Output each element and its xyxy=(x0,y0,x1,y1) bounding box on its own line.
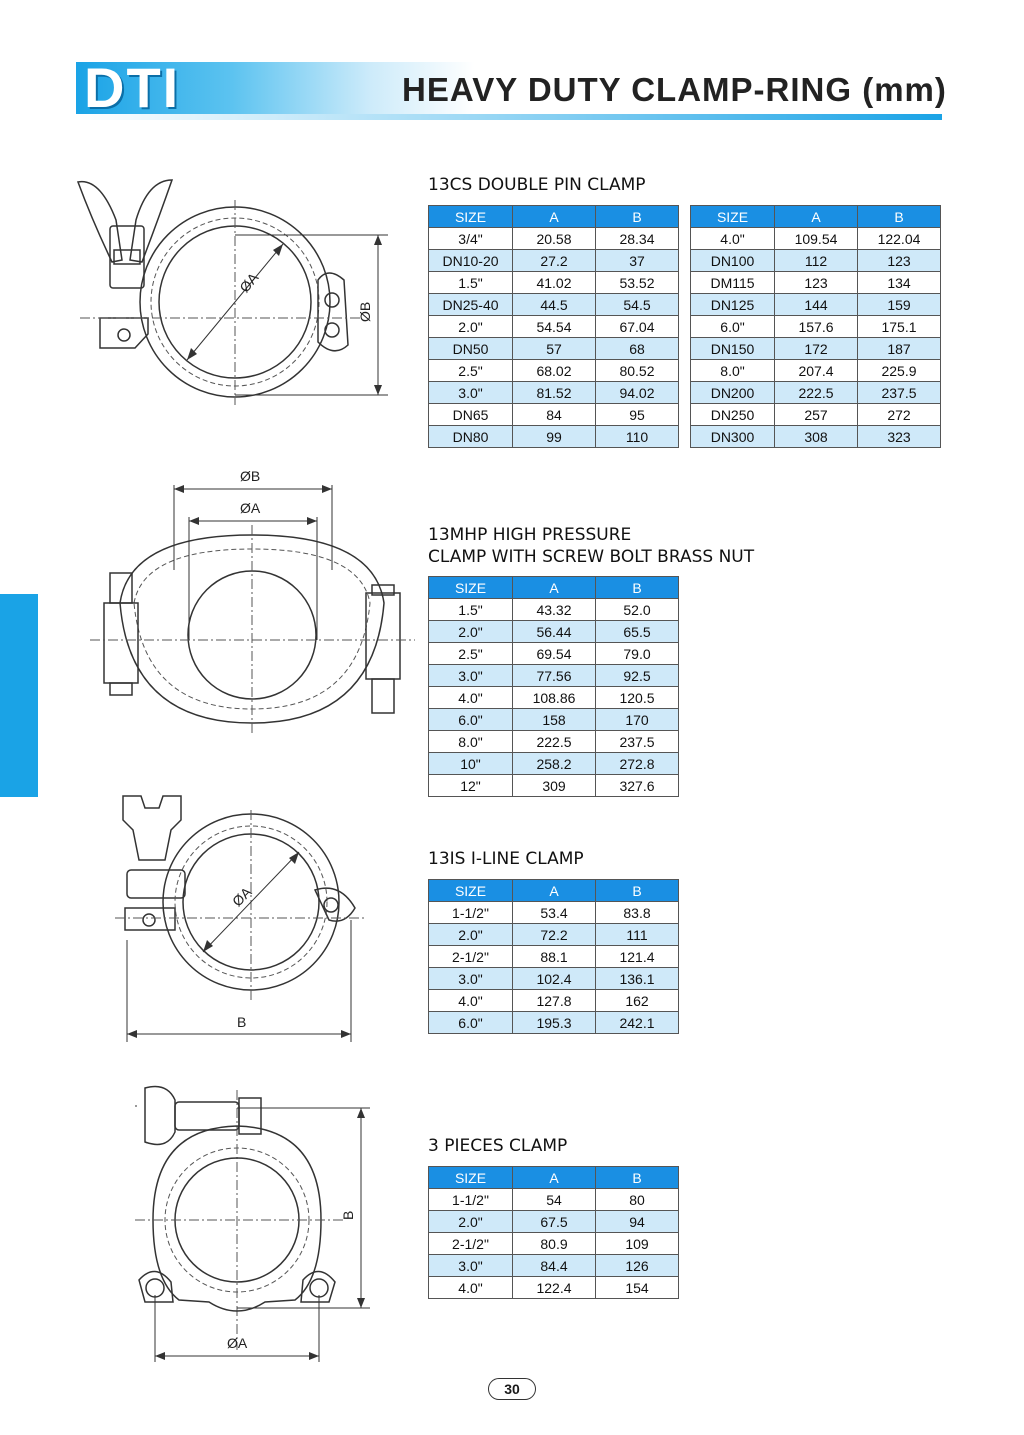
cell-a: 257 xyxy=(775,404,858,426)
i-line-clamp-drawing xyxy=(115,790,375,1050)
table-row xyxy=(429,316,679,338)
cell-b: 159 xyxy=(858,294,941,316)
header-underline xyxy=(76,114,942,120)
cell-size: 8.0" xyxy=(691,360,775,382)
table-row xyxy=(429,272,679,294)
cell-size: 2.0" xyxy=(429,924,513,946)
cell-size: 1-1/2" xyxy=(429,902,513,924)
cell-a: 27.2 xyxy=(513,250,596,272)
dim-label-a: ØA xyxy=(240,500,261,516)
cell-a: 122.4 xyxy=(513,1277,596,1299)
table-row xyxy=(429,599,679,621)
cell-b: 187 xyxy=(858,338,941,360)
table-row xyxy=(691,338,941,360)
table-row xyxy=(429,775,679,797)
table-row xyxy=(691,382,941,404)
cell-size: 1.5" xyxy=(429,272,513,294)
cell-a: 127.8 xyxy=(513,990,596,1012)
col-header-a: A xyxy=(513,577,596,599)
table-row xyxy=(429,1189,679,1211)
three-pieces-table xyxy=(428,1166,679,1299)
cell-size: 2.5" xyxy=(429,360,513,382)
knob-icon xyxy=(145,1087,175,1145)
cell-a: 308 xyxy=(775,426,858,448)
col-header-size: SIZE xyxy=(429,1167,513,1189)
cell-b: 79.0 xyxy=(596,643,679,665)
cell-b: 37 xyxy=(596,250,679,272)
cell-b: 65.5 xyxy=(596,621,679,643)
dim-label-b: ØB xyxy=(240,468,261,484)
col-header-size: SIZE xyxy=(691,206,775,228)
cell-a: 309 xyxy=(513,775,596,797)
cell-b: 123 xyxy=(858,250,941,272)
cell-b: 95 xyxy=(596,404,679,426)
cell-size: 8.0" xyxy=(429,731,513,753)
table-row xyxy=(429,687,679,709)
cell-size: 3/4" xyxy=(429,228,513,250)
cell-size: DN200 xyxy=(691,382,775,404)
cell-size: 2.0" xyxy=(429,1211,513,1233)
cell-b: 136.1 xyxy=(596,968,679,990)
cell-a: 43.32 xyxy=(513,599,596,621)
table-row xyxy=(691,294,941,316)
section-title-three-pieces: 3 PIECES CLAMP xyxy=(428,1136,568,1156)
table-row xyxy=(429,382,679,404)
cell-size: 1-1/2" xyxy=(429,1189,513,1211)
cell-a: 112 xyxy=(775,250,858,272)
cell-size: DN25-40 xyxy=(429,294,513,316)
cell-size: 12" xyxy=(429,775,513,797)
cell-a: 80.9 xyxy=(513,1233,596,1255)
cell-size: 3.0" xyxy=(429,665,513,687)
cell-a: 44.5 xyxy=(513,294,596,316)
cell-size: 3.0" xyxy=(429,1255,513,1277)
cell-size: 2-1/2" xyxy=(429,946,513,968)
table-row xyxy=(429,924,679,946)
cell-size: DN65 xyxy=(429,404,513,426)
cell-a: 57 xyxy=(513,338,596,360)
table-row xyxy=(429,1233,679,1255)
cell-b: 54.5 xyxy=(596,294,679,316)
cell-a: 56.44 xyxy=(513,621,596,643)
cell-size: DN80 xyxy=(429,426,513,448)
cell-a: 77.56 xyxy=(513,665,596,687)
double-pin-table-right xyxy=(690,205,941,448)
cell-a: 81.52 xyxy=(513,382,596,404)
table-row xyxy=(691,228,941,250)
col-header-a: A xyxy=(775,206,858,228)
cell-b: 120.5 xyxy=(596,687,679,709)
table-row xyxy=(429,709,679,731)
cell-b: 272 xyxy=(858,404,941,426)
cell-b: 109 xyxy=(596,1233,679,1255)
table-row xyxy=(429,731,679,753)
dim-label-b: B xyxy=(340,1210,356,1220)
table-row xyxy=(429,990,679,1012)
cell-b: 154 xyxy=(596,1277,679,1299)
cell-a: 72.2 xyxy=(513,924,596,946)
cell-b: 126 xyxy=(596,1255,679,1277)
col-header-a: A xyxy=(513,206,596,228)
section-title-high-pressure-1: 13MHP HIGH PRESSURE xyxy=(428,525,632,545)
table-row xyxy=(429,621,679,643)
cell-a: 222.5 xyxy=(775,382,858,404)
cell-b: 121.4 xyxy=(596,946,679,968)
table-row xyxy=(691,360,941,382)
high-pressure-clamp-drawing xyxy=(90,465,420,745)
cell-b: 68 xyxy=(596,338,679,360)
dim-label-b: B xyxy=(237,1014,247,1030)
cell-size: DN150 xyxy=(691,338,775,360)
table-row xyxy=(429,643,679,665)
cell-b: 327.6 xyxy=(596,775,679,797)
table-row xyxy=(429,250,679,272)
side-tab-marker xyxy=(0,594,38,797)
cell-b: 80.52 xyxy=(596,360,679,382)
cell-size: 4.0" xyxy=(429,990,513,1012)
cell-b: 80 xyxy=(596,1189,679,1211)
dim-label-b: ØB xyxy=(357,301,373,322)
cell-a: 222.5 xyxy=(513,731,596,753)
cell-size: 3.0" xyxy=(429,382,513,404)
cell-size: 6.0" xyxy=(429,1012,513,1034)
cell-b: 175.1 xyxy=(858,316,941,338)
i-line-table xyxy=(428,879,679,1034)
cell-b: 323 xyxy=(858,426,941,448)
cell-size: DN50 xyxy=(429,338,513,360)
cell-a: 123 xyxy=(775,272,858,294)
table-row xyxy=(429,968,679,990)
table-row xyxy=(429,294,679,316)
brand-logo: DTI xyxy=(84,56,181,119)
cell-size: 4.0" xyxy=(429,687,513,709)
cell-a: 108.86 xyxy=(513,687,596,709)
table-row xyxy=(429,338,679,360)
cell-b: 92.5 xyxy=(596,665,679,687)
cell-a: 88.1 xyxy=(513,946,596,968)
cell-a: 68.02 xyxy=(513,360,596,382)
cell-b: 110 xyxy=(596,426,679,448)
table-row xyxy=(691,404,941,426)
cell-a: 172 xyxy=(775,338,858,360)
table-row xyxy=(429,360,679,382)
cell-a: 144 xyxy=(775,294,858,316)
table-row xyxy=(691,426,941,448)
wing-nut-icon xyxy=(123,796,181,860)
cell-a: 158 xyxy=(513,709,596,731)
cell-size: 10" xyxy=(429,753,513,775)
cell-size: 3.0" xyxy=(429,968,513,990)
col-header-size: SIZE xyxy=(429,880,513,902)
cell-size: DN300 xyxy=(691,426,775,448)
cell-size: 1.5" xyxy=(429,599,513,621)
section-title-double-pin: 13CS DOUBLE PIN CLAMP xyxy=(428,175,646,195)
dim-label-a: ØA xyxy=(228,883,255,910)
cell-size: 2-1/2" xyxy=(429,1233,513,1255)
cell-b: 67.04 xyxy=(596,316,679,338)
cell-b: 28.34 xyxy=(596,228,679,250)
table-row xyxy=(429,902,679,924)
cell-b: 272.8 xyxy=(596,753,679,775)
cell-size: DN250 xyxy=(691,404,775,426)
dim-label-a: ØA xyxy=(236,269,262,296)
cell-a: 157.6 xyxy=(775,316,858,338)
cell-a: 69.54 xyxy=(513,643,596,665)
table-row xyxy=(429,1277,679,1299)
section-title-i-line: 13IS I-LINE CLAMP xyxy=(428,849,584,869)
page-title: HEAVY DUTY CLAMP-RING (mm) xyxy=(402,71,947,108)
section-title-high-pressure-2: CLAMP WITH SCREW BOLT BRASS NUT xyxy=(428,547,755,567)
table-row xyxy=(429,404,679,426)
col-header-size: SIZE xyxy=(429,577,513,599)
table-row xyxy=(429,1211,679,1233)
cell-a: 102.4 xyxy=(513,968,596,990)
three-pieces-clamp-drawing xyxy=(125,1080,385,1370)
double-pin-clamp-drawing xyxy=(60,170,400,410)
cell-size: DM115 xyxy=(691,272,775,294)
col-header-b: B xyxy=(596,1167,679,1189)
table-row xyxy=(691,250,941,272)
cell-a: 207.4 xyxy=(775,360,858,382)
cell-a: 258.2 xyxy=(513,753,596,775)
table-row xyxy=(429,228,679,250)
cell-a: 84.4 xyxy=(513,1255,596,1277)
cell-b: 134 xyxy=(858,272,941,294)
page-number: 30 xyxy=(488,1378,536,1400)
cell-b: 237.5 xyxy=(596,731,679,753)
col-header-b: B xyxy=(858,206,941,228)
cell-b: 162 xyxy=(596,990,679,1012)
table-row xyxy=(429,1012,679,1034)
col-header-b: B xyxy=(596,577,679,599)
cell-size: DN10-20 xyxy=(429,250,513,272)
dim-label-a: ØA xyxy=(227,1335,248,1351)
cell-b: 225.9 xyxy=(858,360,941,382)
cell-b: 94 xyxy=(596,1211,679,1233)
cell-a: 20.58 xyxy=(513,228,596,250)
cell-b: 122.04 xyxy=(858,228,941,250)
cell-b: 94.02 xyxy=(596,382,679,404)
cell-a: 195.3 xyxy=(513,1012,596,1034)
cell-a: 109.54 xyxy=(775,228,858,250)
cell-a: 84 xyxy=(513,404,596,426)
cell-b: 53.52 xyxy=(596,272,679,294)
cell-size: 2.0" xyxy=(429,316,513,338)
cell-size: 4.0" xyxy=(691,228,775,250)
cell-a: 54 xyxy=(513,1189,596,1211)
col-header-a: A xyxy=(513,1167,596,1189)
table-row xyxy=(691,272,941,294)
cell-a: 54.54 xyxy=(513,316,596,338)
cell-size: 2.5" xyxy=(429,643,513,665)
cell-size: 4.0" xyxy=(429,1277,513,1299)
cell-a: 67.5 xyxy=(513,1211,596,1233)
cell-b: 111 xyxy=(596,924,679,946)
cell-size: DN125 xyxy=(691,294,775,316)
table-row xyxy=(429,753,679,775)
high-pressure-table xyxy=(428,576,679,797)
cell-a: 99 xyxy=(513,426,596,448)
cell-a: 41.02 xyxy=(513,272,596,294)
table-row xyxy=(429,426,679,448)
cell-size: 6.0" xyxy=(691,316,775,338)
cell-size: 2.0" xyxy=(429,621,513,643)
cell-size: DN100 xyxy=(691,250,775,272)
col-header-b: B xyxy=(596,880,679,902)
col-header-a: A xyxy=(513,880,596,902)
cell-size: 6.0" xyxy=(429,709,513,731)
table-row xyxy=(429,1255,679,1277)
table-row xyxy=(691,316,941,338)
double-pin-table-left xyxy=(428,205,679,448)
col-header-b: B xyxy=(596,206,679,228)
cell-b: 52.0 xyxy=(596,599,679,621)
table-row xyxy=(429,665,679,687)
cell-b: 242.1 xyxy=(596,1012,679,1034)
cell-b: 170 xyxy=(596,709,679,731)
cell-a: 53.4 xyxy=(513,902,596,924)
col-header-size: SIZE xyxy=(429,206,513,228)
cell-b: 83.8 xyxy=(596,902,679,924)
table-row xyxy=(429,946,679,968)
cell-b: 237.5 xyxy=(858,382,941,404)
